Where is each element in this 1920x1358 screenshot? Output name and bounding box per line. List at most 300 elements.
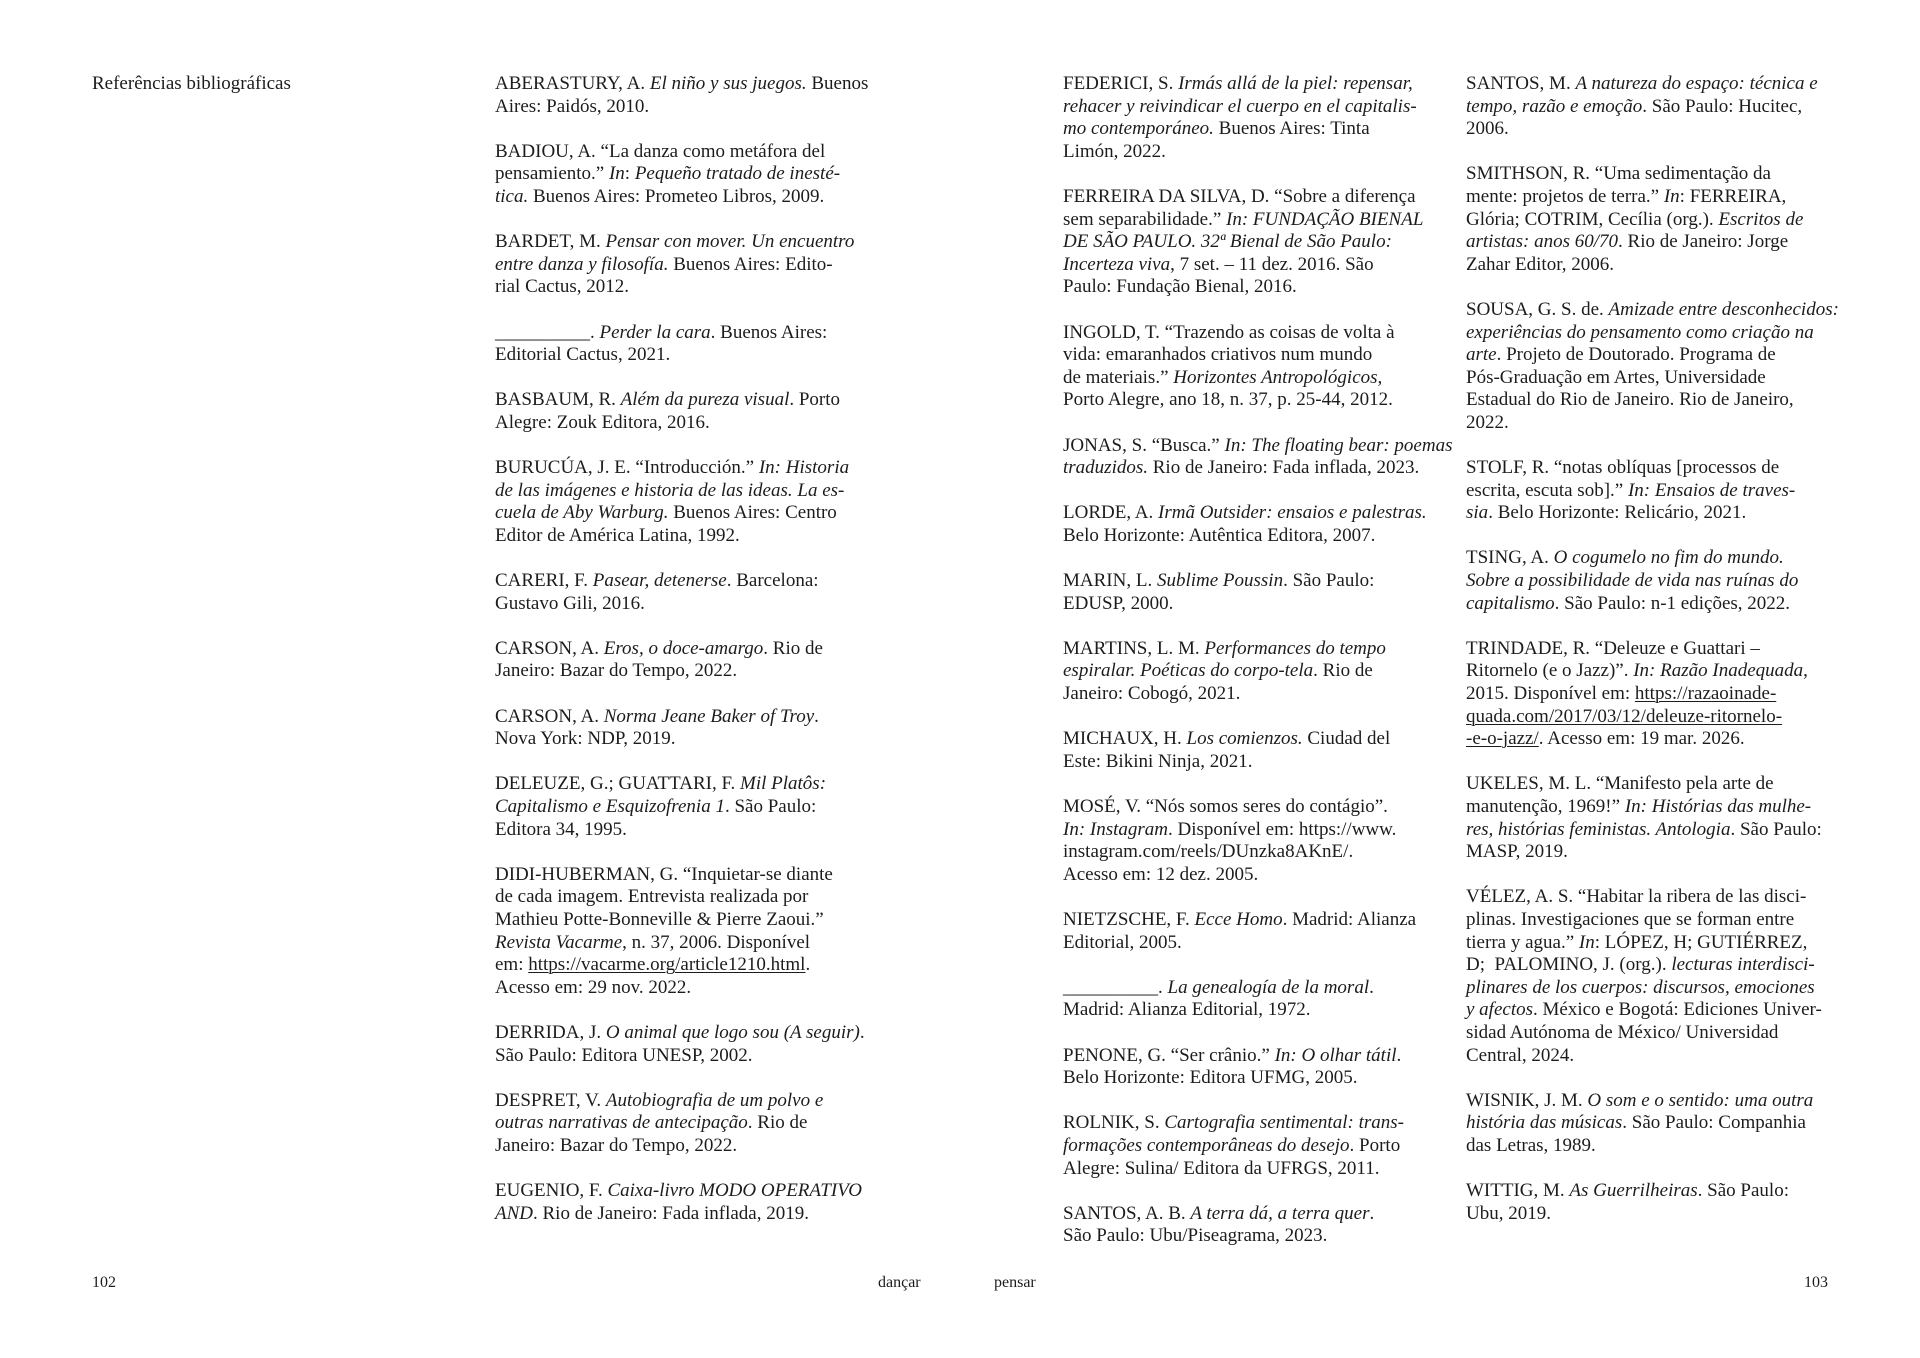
reference-text: TSING, A. <box>1466 547 1554 569</box>
reference-text: 2022. <box>1466 411 1509 433</box>
reference-text: . Rio de <box>763 637 823 659</box>
reference-line <box>495 502 875 525</box>
reference-text: . Rio de Janeiro: Fada inflada, 2019. <box>533 1202 809 1224</box>
reference-line <box>1466 231 1846 254</box>
reference-title: Los comienzos. <box>1186 728 1303 750</box>
reference-text: : LÓPEZ, H; GUTIÉRREZ, <box>1594 931 1808 953</box>
reference-text: . Rio de <box>1313 660 1373 682</box>
reference-link[interactable]: https://vacarme.org/article1210.html <box>528 954 806 976</box>
reference-entry <box>1063 1112 1443 1180</box>
reference-title: Sobre a possibilidade de vida nas ruínas do <box>1466 570 1799 592</box>
reference-text: . Barcelona: <box>726 570 819 592</box>
reference-link[interactable]: quada.com/2017/03/12/deleuze-ritornelo- <box>1466 705 1783 727</box>
reference-text: São Paulo: Editora UNESP, 2002. <box>495 1044 753 1066</box>
reference-title: In <box>608 163 625 185</box>
reference-text: STOLF, R. “notas oblíquas [processos de <box>1466 457 1780 479</box>
reference-title: Pensar con mover. Un encuentro <box>605 231 855 253</box>
reference-line <box>1063 502 1443 525</box>
reference-title: Perder la cara <box>599 321 711 343</box>
reference-title: capitalismo <box>1466 592 1555 614</box>
reference-line <box>1466 96 1846 119</box>
reference-line <box>495 819 875 842</box>
reference-title: tica. <box>495 185 529 207</box>
reference-text: manutenção, 1969!” <box>1466 796 1625 817</box>
reference-text: SMITHSON, R. “Uma sedimentação da <box>1466 163 1771 185</box>
reference-text: DERRIDA, J. <box>495 1021 606 1043</box>
reference-text: plinas. Investigaciones que se forman entre <box>1466 908 1795 930</box>
reference-line <box>495 322 875 345</box>
reference-entry <box>1063 638 1443 706</box>
reference-title: In: The floating bear: poemas <box>1224 434 1453 456</box>
reference-text: . Madrid: Alianza <box>1282 908 1417 930</box>
reference-text: ABERASTURY, A. <box>495 73 650 94</box>
reference-line <box>1063 367 1443 390</box>
reference-entry <box>1063 502 1443 547</box>
reference-text: . <box>859 1021 865 1043</box>
reference-line <box>1466 1022 1846 1045</box>
reference-line <box>1063 231 1443 254</box>
reference-title: Norma Jeane Baker of Troy <box>603 705 815 727</box>
reference-text: BURUCÚA, J. E. “Introducción.” <box>495 457 759 479</box>
reference-text: Ubu, 2019. <box>1466 1202 1551 1224</box>
reference-line <box>495 977 875 1000</box>
reference-line <box>1063 728 1443 751</box>
reference-text: Gustavo Gili, 2016. <box>495 592 645 614</box>
reference-text: Buenos Aires: Tinta <box>1213 118 1370 140</box>
reference-text: EUGENIO, F. <box>495 1180 608 1202</box>
reference-line <box>495 864 875 887</box>
reference-line <box>495 1022 875 1045</box>
reference-line <box>1466 796 1846 819</box>
reference-text: das Letras, 1989. <box>1466 1134 1596 1156</box>
reference-text: NIETZSCHE, F. <box>1063 908 1195 930</box>
reference-text: JONAS, S. “Busca.” <box>1063 434 1225 456</box>
reference-title: Irmã Outsider: ensaios e palestras. <box>1158 502 1427 524</box>
reference-title: Pequeño tratado de inesté- <box>634 163 841 185</box>
reference-text: BADIOU, A. “La danza como metáfora del <box>495 140 826 162</box>
reference-line <box>1466 186 1846 209</box>
reference-entry <box>1466 1090 1846 1158</box>
reference-text: MASP, 2019. <box>1466 841 1568 863</box>
reference-entry <box>1063 322 1443 412</box>
reference-text: FERREIRA DA SILVA, D. “Sobre a diferença <box>1063 185 1416 207</box>
reference-line <box>1466 480 1846 503</box>
reference-text: . Belo Horizonte: Relicário, 2021. <box>1488 502 1747 524</box>
reference-entry <box>1466 457 1846 525</box>
reference-title: traduzidos. <box>1063 457 1148 479</box>
reference-text: LORDE, A. <box>1063 502 1158 524</box>
reference-title: res, histórias feministas. Antologia <box>1466 818 1731 840</box>
reference-text: . México e Bogotá: Ediciones Univer- <box>1533 999 1822 1021</box>
reference-line <box>1063 276 1443 299</box>
reference-text: Limón, 2022. <box>1063 140 1166 162</box>
reference-text: . <box>1369 1202 1375 1224</box>
reference-entry <box>1466 638 1846 751</box>
reference-text: Este: Bikini Ninja, 2021. <box>1063 750 1253 772</box>
reference-line <box>1466 1180 1846 1203</box>
reference-line <box>1063 751 1443 774</box>
reference-line <box>1466 209 1846 232</box>
reference-text: , n. 37, 2006. Disponível <box>622 931 811 953</box>
reference-text: Buenos <box>806 73 869 94</box>
reference-text: SANTOS, A. B. <box>1063 1202 1191 1224</box>
reference-line <box>1466 819 1846 842</box>
reference-text: Zahar Editor, 2006. <box>1466 253 1615 275</box>
reference-entry <box>1063 1203 1443 1248</box>
reference-line <box>1063 322 1443 345</box>
reference-line <box>1466 389 1846 412</box>
reference-text: Janeiro: Cobogó, 2021. <box>1063 683 1241 705</box>
reference-line <box>1063 186 1443 209</box>
reference-entry <box>1063 570 1443 615</box>
reference-text: . Porto <box>1349 1134 1401 1156</box>
reference-line <box>1063 1067 1443 1090</box>
reference-line <box>1063 209 1443 232</box>
reference-link[interactable]: -e-o-jazz/ <box>1466 728 1539 750</box>
reference-title: y afectos <box>1466 999 1534 1021</box>
reference-line <box>1063 118 1443 141</box>
reference-text: MOSÉ, V. “Nós somos seres do contágio”. <box>1063 796 1388 817</box>
reference-text: __________. <box>1063 976 1168 998</box>
reference-text: Alegre: Zouk Editora, 2016. <box>495 411 710 433</box>
reference-text: WITTIG, M. <box>1466 1180 1570 1202</box>
reference-title: lecturas interdisci- <box>1671 954 1815 976</box>
reference-text: . Acesso em: 19 mar. 2026. <box>1538 728 1745 750</box>
reference-line <box>1063 660 1443 683</box>
reference-text: INGOLD, T. “Trazendo as coisas de volta à <box>1063 321 1395 343</box>
reference-title: La genealogía de la moral <box>1167 976 1370 998</box>
reference-text: . <box>1369 976 1374 998</box>
reference-entry <box>495 231 875 299</box>
reference-entry <box>495 322 875 367</box>
reference-entry <box>495 1180 875 1225</box>
reference-line <box>1466 977 1846 1000</box>
reference-line <box>1063 1203 1443 1226</box>
reference-title: Irmás allá de la piel: repensar, <box>1178 73 1413 94</box>
right-page <box>960 0 1920 1358</box>
reference-line <box>1063 1225 1443 1248</box>
reference-text: . Rio de Janeiro: Jorge <box>1618 231 1789 253</box>
reference-text: . Porto <box>789 389 841 411</box>
reference-text: Acesso em: 29 nov. 2022. <box>495 976 692 998</box>
reference-title: formações contemporâneas do desejo <box>1063 1134 1350 1156</box>
reference-text: FEDERICI, S. <box>1063 73 1179 94</box>
reference-entry <box>1466 163 1846 276</box>
reference-title: história das músicas <box>1466 1112 1623 1134</box>
reference-line <box>495 412 875 435</box>
reference-title: espiralar. Poéticas do corpo-tela <box>1063 660 1314 682</box>
running-footer-right: pensar <box>994 1274 1036 1291</box>
reference-title: Mil Platôs: <box>740 773 827 795</box>
reference-entry <box>1063 909 1443 954</box>
reference-text: Central, 2024. <box>1466 1044 1575 1066</box>
reference-line <box>1466 999 1846 1022</box>
reference-title: In: O olhar tátil <box>1274 1044 1397 1066</box>
reference-line <box>1466 1090 1846 1113</box>
reference-text: : <box>624 163 635 185</box>
reference-title: O cogumelo no fim do mundo. <box>1553 547 1784 569</box>
reference-text: 2015. Disponível em: <box>1466 683 1635 705</box>
reference-text: Editorial, 2005. <box>1063 931 1182 953</box>
reference-link[interactable]: https://razaoinade- <box>1634 683 1777 705</box>
reference-text: . São Paulo: <box>1730 818 1822 840</box>
reference-line <box>1466 118 1846 141</box>
reference-text: WISNIK, J. M. <box>1466 1089 1588 1111</box>
reference-text: de materiais.” <box>1063 366 1174 388</box>
reference-line <box>495 660 875 683</box>
reference-line <box>1466 163 1846 186</box>
reference-text: . <box>814 705 819 727</box>
reference-text: . <box>805 954 811 976</box>
reference-line <box>1063 932 1443 955</box>
reference-title: Capitalismo e Esquizofrenia 1 <box>495 796 725 817</box>
page-number-left: 102 <box>92 1274 116 1291</box>
reference-title: In <box>1663 185 1680 207</box>
reference-line <box>1063 999 1443 1022</box>
reference-title: O som e o sentido: uma outra <box>1587 1089 1814 1111</box>
reference-title: In: Razão Inadequada <box>1633 660 1804 682</box>
reference-title: de las imágenes e historia de las ideas. La es- <box>495 479 845 501</box>
reference-text: Buenos Aires: Centro <box>668 502 837 524</box>
reference-entry <box>495 773 875 841</box>
reference-line <box>495 909 875 932</box>
reference-line <box>495 796 875 819</box>
reference-line <box>495 932 875 955</box>
reference-text: sem separabilidade.” <box>1063 208 1227 230</box>
reference-text: Glória; COTRIM, Cecília (org.). <box>1466 208 1719 230</box>
reference-title: Revista Vacarme <box>495 931 623 953</box>
reference-line <box>495 593 875 616</box>
reference-text: Rio de Janeiro: Fada inflada, 2023. <box>1148 457 1420 479</box>
reference-text: __________. <box>495 321 600 343</box>
reference-line <box>1466 728 1846 751</box>
reference-title: In: FUNDAÇÃO BIENAL <box>1226 208 1424 230</box>
reference-line <box>1063 1135 1443 1158</box>
reference-line <box>1466 886 1846 909</box>
reference-line <box>1466 73 1846 96</box>
reference-text: . Rio de <box>747 1112 808 1134</box>
reference-entry <box>1063 434 1453 480</box>
reference-text: CARSON, A. <box>495 705 604 727</box>
running-footer-left: dançar <box>878 1274 921 1291</box>
reference-title: El niño y sus juegos. <box>649 73 807 94</box>
reference-line <box>1466 322 1846 345</box>
reference-title: O animal que logo sou (A seguir) <box>605 1021 860 1043</box>
reference-line <box>495 1090 875 1113</box>
reference-text: . São Paulo: n-1 edições, 2022. <box>1554 592 1791 614</box>
reference-title: Eros, o doce-amargo <box>603 637 764 659</box>
reference-entry <box>1063 977 1443 1022</box>
reference-title: Amizade entre desconhecidos: <box>1608 298 1839 320</box>
reference-line <box>1466 773 1846 796</box>
reference-text: vida: emaranhados criativos num mundo <box>1063 344 1373 366</box>
reference-entry <box>1466 1180 1846 1225</box>
reference-line <box>1063 389 1443 412</box>
reference-line <box>1466 457 1846 480</box>
reference-text: DIDI-HUBERMAN, G. “Inquietar-se diante <box>495 863 833 885</box>
reference-line <box>1466 570 1846 593</box>
reference-text: Ciudad del <box>1302 728 1391 750</box>
reference-text: . São Paulo: Companhia <box>1622 1112 1806 1134</box>
reference-line <box>495 480 875 503</box>
reference-line <box>495 1203 875 1226</box>
reference-text: Estadual do Rio de Janeiro. Rio de Janeiro, <box>1466 389 1794 411</box>
reference-line <box>1063 796 1443 819</box>
reference-line <box>495 1180 875 1203</box>
reference-text: . São Paulo: <box>724 796 817 817</box>
reference-line <box>1063 841 1443 864</box>
reference-line <box>1466 1045 1846 1068</box>
reference-text: Paulo: Fundação Bienal, 2016. <box>1063 276 1297 298</box>
reference-entry <box>495 73 875 118</box>
reference-text: Belo Horizonte: Editora UFMG, 2005. <box>1063 1067 1358 1089</box>
reference-line <box>1063 977 1443 1000</box>
reference-line <box>1466 412 1846 435</box>
reference-line <box>1466 1203 1846 1226</box>
section-heading: Referências bibliográficas <box>92 73 291 94</box>
reference-text: DESPRET, V. <box>495 1089 606 1111</box>
reference-line <box>495 1112 875 1135</box>
reference-entry <box>495 1090 875 1158</box>
reference-line <box>1063 344 1443 367</box>
reference-line <box>1063 864 1443 887</box>
reference-text: em: <box>495 954 529 976</box>
reference-entry <box>1063 186 1443 299</box>
reference-text: . Buenos Aires: <box>710 321 828 343</box>
reference-title: In: Instagram <box>1063 818 1169 840</box>
reference-line <box>495 1045 875 1068</box>
reference-text: , <box>1803 660 1808 682</box>
reference-text: pensamiento.” <box>495 163 609 185</box>
reference-line <box>1063 254 1443 277</box>
reference-text: Pós-Graduação em Artes, Universidade <box>1466 366 1766 388</box>
reference-text: Buenos Aires: Edito- <box>668 253 833 275</box>
reference-text: Alegre: Sulina/ Editora da UFRGS, 2011. <box>1063 1157 1380 1179</box>
reference-line <box>495 773 875 796</box>
reference-line <box>1063 434 1453 458</box>
reference-text: VÉLEZ, A. S. “Habitar la ribera de las disci- <box>1466 886 1807 908</box>
reference-title: A natureza do espaço: técnica e <box>1575 73 1818 94</box>
reference-title: Pasear, detenerse <box>592 570 727 592</box>
reference-entry <box>495 706 875 751</box>
reference-title: artistas: anos 60/70 <box>1466 231 1619 253</box>
reference-text: BARDET, M. <box>495 231 606 253</box>
reference-text: MARIN, L. <box>1063 570 1157 592</box>
reference-title: AND <box>495 1202 533 1224</box>
reference-text: Janeiro: Bazar do Tempo, 2022. <box>495 1134 738 1156</box>
reference-line <box>1466 932 1846 955</box>
reference-entry <box>1466 886 1846 1067</box>
reference-text: . São Paulo: <box>1283 570 1375 592</box>
reference-line <box>1466 638 1846 661</box>
reference-text: UKELES, M. L. “Manifesto pela arte de <box>1466 773 1774 795</box>
reference-line <box>1466 299 1846 322</box>
reference-line <box>1466 1135 1846 1158</box>
reference-title: DE SÃO PAULO. 32ª Bienal de São Paulo: <box>1063 231 1392 253</box>
reference-title: Horizontes Antropológicos, <box>1173 366 1383 388</box>
reference-text: BASBAUM, R. <box>495 389 621 411</box>
reference-line <box>495 389 875 412</box>
reference-text: Editor de América Latina, 1992. <box>495 524 740 546</box>
reference-line <box>1063 1158 1443 1181</box>
reference-line <box>1466 683 1846 706</box>
reference-title: cuela de Aby Warburg. <box>495 502 669 524</box>
reference-entry <box>495 1022 875 1067</box>
reference-entry <box>1063 796 1443 886</box>
reference-title: Além da pureza visual <box>620 389 790 411</box>
reference-line <box>1063 141 1443 164</box>
reference-line <box>1063 909 1443 932</box>
reference-line <box>495 344 875 367</box>
reference-text: MICHAUX, H. <box>1063 728 1187 750</box>
reference-text: CARSON, A. <box>495 637 604 659</box>
reference-text: Porto Alegre, ano 18, n. 37, p. 25-44, 2012. <box>1063 389 1393 411</box>
reference-line <box>1063 73 1443 96</box>
reference-line <box>1466 1112 1846 1135</box>
reference-text: SANTOS, M. <box>1466 73 1576 94</box>
reference-entry <box>1466 773 1846 863</box>
reference-line <box>1466 254 1846 277</box>
reference-text: : FERREIRA, <box>1679 185 1787 207</box>
reference-text: instagram.com/reels/DUnzka8AKnE/. <box>1063 841 1354 863</box>
reference-text: tierra y agua.” <box>1466 931 1579 953</box>
reference-line <box>1063 570 1443 593</box>
reference-line <box>1466 547 1846 570</box>
reference-entry <box>495 638 875 683</box>
reference-line <box>495 141 875 164</box>
reference-title: mo contemporáneo. <box>1063 118 1214 140</box>
reference-entry <box>495 864 875 1000</box>
reference-title: A terra dá, a terra quer <box>1190 1202 1370 1224</box>
reference-title: In <box>1578 931 1595 953</box>
reference-text: Editorial Cactus, 2021. <box>495 344 671 366</box>
reference-text: MARTINS, L. M. <box>1063 637 1205 659</box>
reference-line <box>1466 841 1846 864</box>
reference-text: Aires: Paidós, 2010. <box>495 95 650 117</box>
reference-line <box>495 1135 875 1158</box>
reference-line <box>1063 1112 1443 1135</box>
reference-line <box>495 638 875 661</box>
reference-line <box>1466 367 1846 390</box>
reference-text: Madrid: Alianza Editorial, 1972. <box>1063 999 1311 1021</box>
reference-line <box>1466 909 1846 932</box>
reference-title: Caixa-livro MODO OPERATIVO <box>607 1180 862 1202</box>
reference-text: EDUSP, 2000. <box>1063 592 1174 614</box>
reference-line <box>1466 706 1846 729</box>
reference-line <box>1063 457 1443 480</box>
reference-text: CARERI, F. <box>495 570 593 592</box>
reference-title: experiências do pensamento como criação na <box>1466 321 1814 343</box>
reference-text: SOUSA, G. S. de. <box>1466 298 1609 320</box>
reference-line <box>495 254 875 277</box>
reference-line <box>1063 683 1443 706</box>
reference-entry <box>495 570 875 615</box>
reference-text: ROLNIK, S. <box>1063 1112 1165 1134</box>
reference-line <box>1063 96 1443 119</box>
reference-entry <box>1063 728 1443 773</box>
reference-entry <box>1466 299 1846 435</box>
reference-title: sia <box>1466 502 1489 524</box>
reference-title: Sublime Poussin <box>1156 570 1284 592</box>
reference-title: Autobiografia de um polvo e <box>605 1089 824 1111</box>
reference-line <box>1466 593 1846 616</box>
reference-line <box>1063 1045 1443 1068</box>
reference-title: In: Histórias das mulhe- <box>1624 796 1812 817</box>
bibliography-column-2 <box>1063 73 1453 1270</box>
reference-text: sidad Autónoma de México/ Universidad <box>1466 1021 1779 1043</box>
reference-line <box>495 525 875 548</box>
reference-entry <box>1466 73 1846 141</box>
